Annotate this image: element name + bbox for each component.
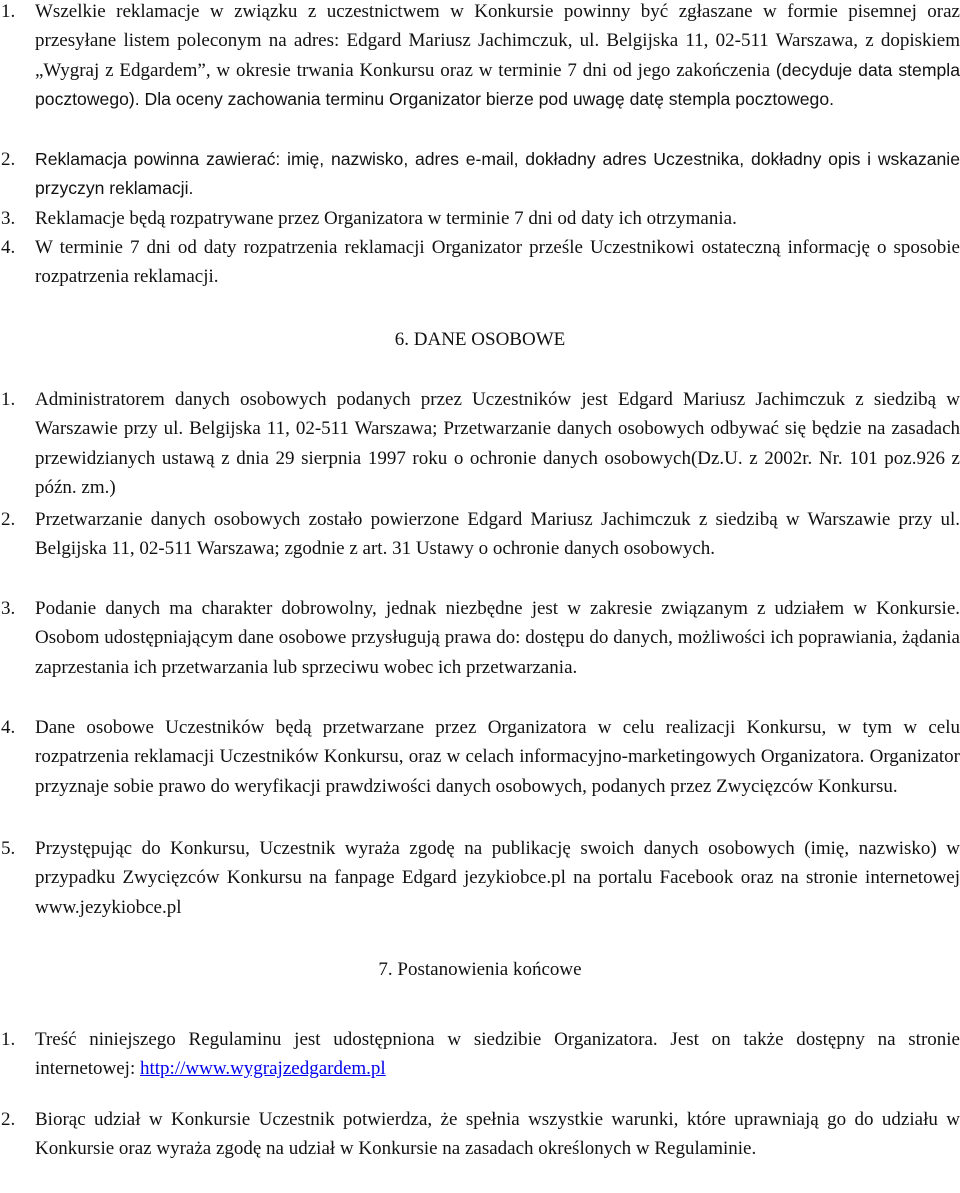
- item-number: 3.: [1, 598, 16, 619]
- item-text: W terminie 7 dni od daty rozpatrzenia reklamacji Organizator prześle Uczestnikowi ostateczną informację o sposobie rozpatrzenia reklamacji.: [35, 237, 960, 288]
- item-number: 1.: [1, 1, 16, 22]
- complaints-item-1: [0, 0, 960, 114]
- item-number: 2.: [1, 1109, 16, 1130]
- item-text: Reklamacja powinna zawierać: imię, nazwisko, adres e-mail, dokładny adres Uczestnika, dokładny opis i wskazanie przyczyn reklamacji.: [35, 149, 960, 199]
- item-text: Treść niniejszego Regulaminu jest udostępniona w siedzibie Organizatora. Jest on także dostępny na stronie internetowej:: [35, 1029, 960, 1080]
- personal-data-item-1: [0, 385, 960, 502]
- section-6-heading: 6. DANE OSOBOWE: [394, 329, 566, 350]
- item-number: 5.: [1, 838, 16, 859]
- item-text: Administratorem danych osobowych podanych przez Uczestników jest Edgard Mariusz Jachimczuk z siedzibą w Warszawie przy ul. Belgijska 11, 02-511 Warszawa; Przetwarzanie danych osobowych odbywać się będzie na zasadach przewidzianych ustawą z dnia 29 sierpnia 1997 roku o ochronie danych osobowych(Dz.U. z 2002r. Nr. 101 poz.926 z późn. zm.): [35, 389, 960, 498]
- item-number: 2.: [1, 149, 16, 170]
- item-number: 4.: [1, 717, 16, 738]
- item-text: Wszelkie reklamacje w związku z uczestnictwem w Konkursie powinny być zgłaszane w formie pisemnej oraz przesyłane listem poleconym na adres: Edgard Mariusz Jachimczuk, ul. Belgijska 11, 02-511 Warszawa, z dopiskiem „Wygraj z Edgardem”, w okresie trwania Konkursu oraz w terminie 7 dni od jego zakończenia: [35, 1, 960, 81]
- item-text: Przetwarzanie danych osobowych zostało powierzone Edgard Mariusz Jachimczuk z siedzibą w Warszawie przy ul. Belgijska 11, 02-511 Warszawa; zgodnie z art. 31 Ustawy o ochronie danych osobowych.: [35, 509, 960, 560]
- personal-data-item-4: [0, 713, 960, 801]
- item-text-sans: (decyduje data stempla pocztowego). Dla oceny zachowania terminu Organizator bierze pod uwagę datę stempla pocztowego.: [35, 59, 960, 109]
- personal-data-item-3: [0, 594, 960, 682]
- personal-data-item-5: [0, 834, 960, 922]
- item-text: Biorąc udział w Konkursie Uczestnik potwierdza, że spełnia wszystkie warunki, które uprawniają go do udziału w Konkursie oraz wyraża zgodę na udział w Konkursie na zasadach określonych w Regulaminie.: [35, 1109, 960, 1160]
- website-link[interactable]: http://www.wygrajzedgardem.pl: [140, 1058, 386, 1080]
- item-text: Reklamacje będą rozpatrywane przez Organizatora w terminie 7 dni od daty ich otrzymania.: [35, 208, 737, 229]
- item-text: Podanie danych ma charakter dobrowolny, jednak niezbędne jest w zakresie związanym z udziałem w Konkursie. Osobom udostępniającym dane osobowe przysługują prawa do: dostępu do danych, możliwości ich poprawiania, żądania zaprzestania ich przetwarzania lub sprzeciwu wobec ich przetwarzania.: [35, 598, 960, 678]
- item-number: 1.: [1, 1029, 16, 1050]
- item-number: 2.: [1, 509, 16, 530]
- item-number: 1.: [1, 389, 16, 410]
- item-number: 3.: [1, 208, 16, 229]
- personal-data-item-2: [0, 505, 960, 564]
- complaints-item-3: [0, 204, 960, 233]
- complaints-item-2: [0, 145, 960, 204]
- complaints-item-4: [0, 233, 960, 292]
- item-text: Dane osobowe Uczestników będą przetwarzane przez Organizatora w celu realizacji Konkursu, w tym w celu rozpatrzenia reklamacji Uczestników Konkursu, oraz w celach informacyjno-marketingowych Organizatora. Organizator przyznaje sobie prawo do weryfikacji prawdziwości danych osobowych, podanych przez Zwycięzców Konkursu.: [35, 717, 960, 797]
- final-provisions-item-2: [0, 1105, 960, 1164]
- final-provisions-item-1: [0, 1025, 960, 1084]
- item-text: Przystępując do Konkursu, Uczestnik wyraża zgodę na publikację swoich danych osobowych (imię, nazwisko) w przypadku Zwycięzców Konkursu na fanpage Edgard jezykiobce.pl na portalu Facebook oraz na stronie internetowej www.jezykiobce.pl: [35, 838, 960, 918]
- item-number: 4.: [1, 237, 16, 258]
- section-7-heading: 7. Postanowienia końcowe: [378, 959, 582, 980]
